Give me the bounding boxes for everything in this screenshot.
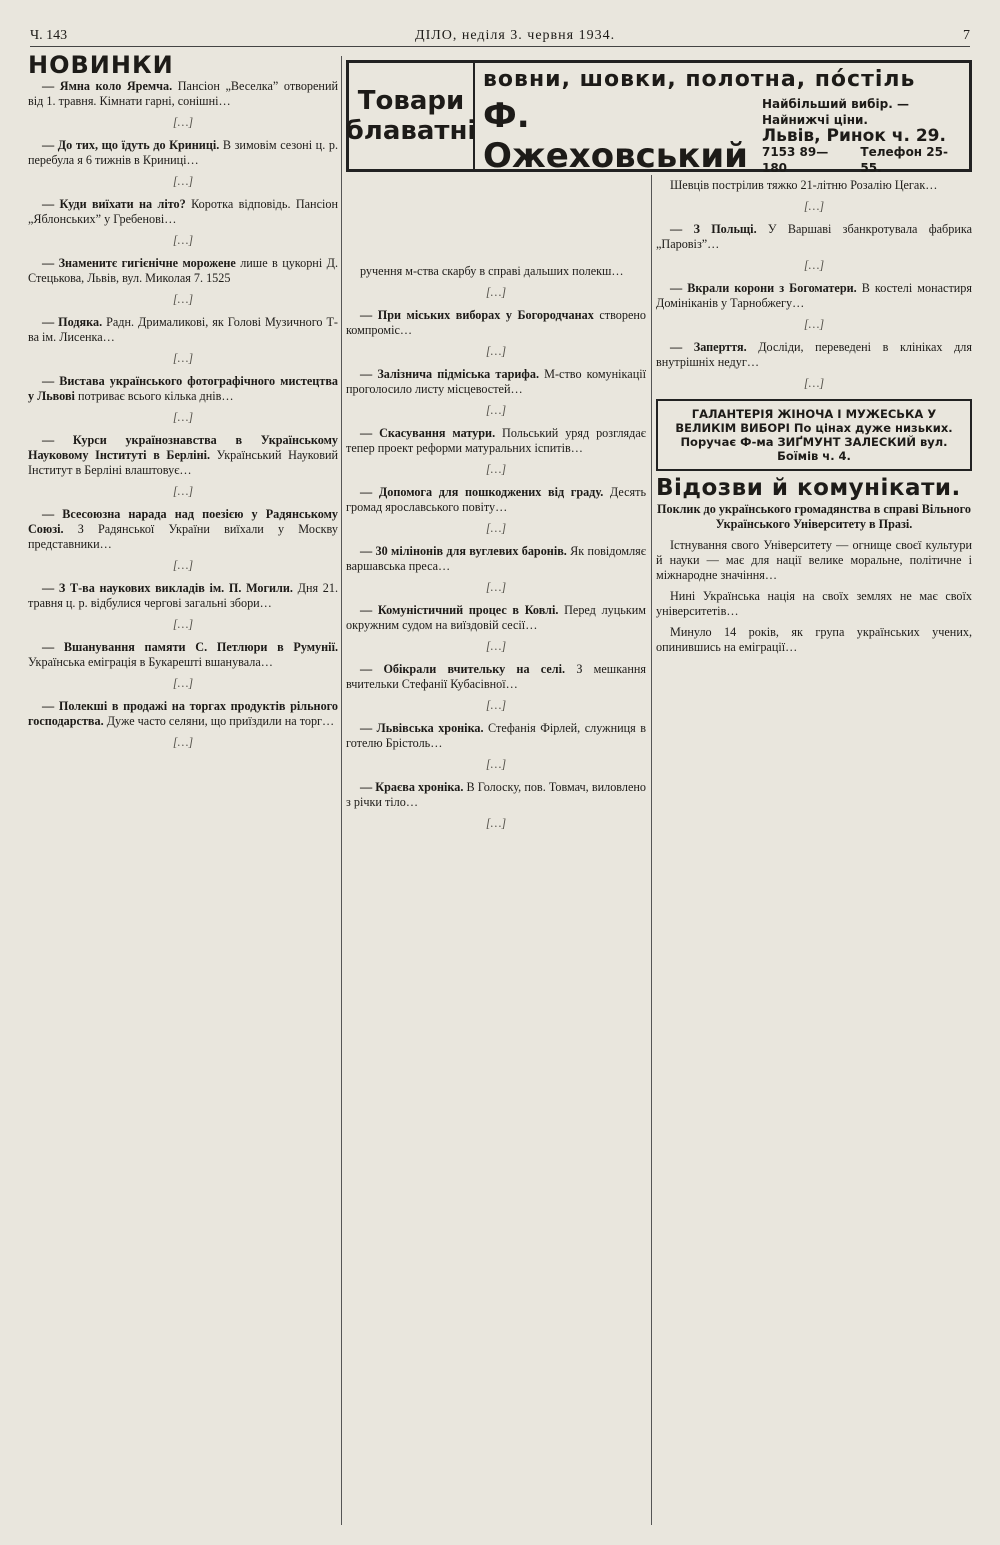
elision-marker: […] bbox=[485, 521, 507, 535]
elision-marker: […] bbox=[803, 376, 825, 390]
news-item-headline: — Допомога для пошкоджених від граду. bbox=[360, 485, 610, 499]
news-item-headline: — Куди виїхати на літо? bbox=[42, 197, 192, 211]
news-item bbox=[346, 264, 646, 279]
ad-code: 7153 89—180 bbox=[761, 145, 829, 175]
news-items bbox=[346, 264, 646, 831]
news-item-text: З мешкання вчительки Стефанії Кубасівної… bbox=[346, 662, 646, 691]
ad-right-panel bbox=[475, 63, 969, 176]
appeal-body bbox=[656, 538, 972, 655]
news-item-text: ручення м-ства скарбу в справі дальших полекш… bbox=[360, 264, 624, 278]
news-item-headline: — До тих, що їдуть до Криниці. bbox=[42, 138, 223, 152]
appeal-paragraph: Істнування свого Університету — огнище своєї культури й науки — має для нації велике моральне, політичне і міжнародне значіння… bbox=[656, 538, 972, 582]
ad-name-row bbox=[483, 96, 961, 176]
elision-marker: […] bbox=[485, 462, 507, 476]
news-item-text: З Радянської України виїхали у Москву представники… bbox=[28, 522, 338, 551]
elision-marker: […] bbox=[485, 580, 507, 594]
news-item bbox=[656, 340, 972, 370]
news-item-headline: — Полекші в продажі на торгах продуктів рільного господарства. bbox=[28, 699, 338, 728]
elision-marker: […] bbox=[172, 484, 194, 498]
elision-marker: […] bbox=[485, 698, 507, 712]
news-item-text: Українська еміграція в Букарешті вшанувала… bbox=[28, 655, 273, 669]
ad-address: Львів, Ринок ч. 29. bbox=[761, 126, 946, 146]
news-item-text: потриває всього кілька днів… bbox=[77, 389, 234, 403]
section-title-appeals: Відозви й комунікати. bbox=[656, 475, 961, 501]
news-item-headline: — Комуністичний процес в Ковлі. bbox=[360, 603, 565, 617]
elision-marker: […] bbox=[803, 199, 825, 213]
appeal-paragraph: Нині Українська нація на своїх землях не має своїх університетів… bbox=[656, 589, 972, 618]
advertisement-ozhekhovsky bbox=[345, 60, 972, 176]
news-item-text: Стефанія Фірлей, служниця в готелю Брістоль… bbox=[346, 721, 646, 750]
column-rule bbox=[651, 175, 652, 1525]
advertisement-zaleskyi: ГАЛАНТЕРІЯ ЖІНОЧА І МУЖЕСЬКА У ВЕЛИКІМ ВИБОРІ По цінах дуже низьких. Поручає Ф-ма ЗИҐМУНТ ЗАЛЕСКИЙ вул. Боїмів ч. 4. bbox=[656, 399, 972, 471]
elision-marker: […] bbox=[803, 258, 825, 272]
news-item-headline: — Знаменитє гигієнічне морожене bbox=[42, 256, 241, 270]
news-item-text: Як повідомляє варшавська преса… bbox=[346, 544, 646, 573]
news-item-headline: — 30 мілінонів для вуглевих баронів. bbox=[360, 544, 571, 558]
section-title: НОВИНКИ bbox=[28, 51, 174, 79]
news-item-text: лише в цукорні Д. Стецькова, Львів, вул. Миколая 7. 1525 bbox=[28, 256, 338, 285]
news-item bbox=[28, 374, 338, 404]
issue-number: Ч. 143 bbox=[30, 28, 68, 43]
news-item-headline: — Подяка. bbox=[42, 315, 107, 329]
news-item bbox=[346, 721, 646, 751]
elision-marker: […] bbox=[172, 233, 194, 247]
news-item bbox=[28, 256, 338, 286]
ad-left-line: Товари bbox=[357, 86, 465, 116]
news-item-headline: — При міських виборах у Богородчанах bbox=[360, 308, 600, 322]
news-item-headline: — Заперття. bbox=[670, 340, 759, 354]
elision-marker: […] bbox=[485, 757, 507, 771]
news-item-headline: — Вистава українського фотографічного мистецтва у Львові bbox=[28, 374, 338, 403]
elision-marker: […] bbox=[172, 676, 194, 690]
news-items bbox=[28, 79, 338, 750]
news-item-headline: — Львівська хроніка. bbox=[360, 721, 489, 735]
elision-marker: […] bbox=[172, 292, 194, 306]
elision-marker: […] bbox=[803, 317, 825, 331]
news-item bbox=[346, 308, 646, 338]
news-item bbox=[28, 699, 338, 729]
news-item-text: Десять громад ярославського повіту… bbox=[346, 485, 646, 514]
ad-phone: Телефон 25-55. bbox=[860, 145, 948, 175]
ad-company-name: Ф. Ожеховський bbox=[483, 96, 748, 176]
news-item-text: Дуже часто селяни, що приїздили на торг… bbox=[106, 714, 335, 728]
news-item-text: Шевців пострілив тяжко 21-літню Розалію Цегак… bbox=[670, 178, 938, 192]
news-item bbox=[346, 485, 646, 515]
masthead bbox=[30, 26, 970, 47]
ad-left-line: блаватні bbox=[345, 116, 477, 146]
news-item-text: Радн. Дрималикові, як Голові Музичного Т-ва ім. Лисенка… bbox=[28, 315, 338, 344]
news-item-headline: — Вкрали корони з Богоматери. bbox=[670, 281, 862, 295]
news-item bbox=[28, 640, 338, 670]
news-item bbox=[28, 507, 338, 552]
news-item bbox=[28, 197, 338, 227]
news-item-headline: — Краєва хроніка. bbox=[360, 780, 467, 794]
news-item-text: В Голоску, пов. Товмач, виловлено з річки тіло… bbox=[346, 780, 646, 809]
elision-marker: […] bbox=[172, 735, 194, 749]
news-item-text: Польський уряд розглядає тепер проект реформи матуральних іспитів… bbox=[346, 426, 647, 455]
appeal-paragraph: Минуло 14 років, як група українських учених, опинившись на еміграції… bbox=[656, 625, 972, 654]
ad-tagline: Найбільший вибір. — Найнижчі ціни. bbox=[761, 97, 909, 127]
column-rule bbox=[341, 56, 342, 1525]
news-item bbox=[346, 426, 646, 456]
news-item-headline: — З Польщі. bbox=[670, 222, 768, 236]
column-1 bbox=[28, 51, 338, 758]
news-item bbox=[656, 222, 972, 252]
news-item-text: створено компроміс… bbox=[346, 308, 646, 337]
news-item bbox=[346, 367, 646, 397]
news-item bbox=[346, 662, 646, 692]
news-item-text: Український Науковий Інститут в Берліні влаштовує… bbox=[28, 448, 338, 477]
news-item-text: В зимовім сезоні ц. р. перебула я 6 тижнів в Криниці… bbox=[28, 138, 338, 167]
news-item-headline: — З Т-ва наукових викладів ім. П. Могили. bbox=[42, 581, 298, 595]
elision-marker: […] bbox=[172, 174, 194, 188]
elision-marker: […] bbox=[172, 410, 194, 424]
news-item bbox=[28, 138, 338, 168]
news-item bbox=[656, 178, 972, 193]
news-item bbox=[346, 603, 646, 633]
news-item-headline: — Ямна коло Яремча. bbox=[42, 79, 178, 93]
elision-marker: […] bbox=[485, 285, 507, 299]
news-item-text: Досліди, переведені в клініках для внутрішніх недуг… bbox=[656, 340, 972, 369]
column-3 bbox=[656, 178, 972, 661]
news-item bbox=[346, 780, 646, 810]
news-item-text: Перед луцьким окружним судом на виїздовій сесії… bbox=[346, 603, 646, 632]
news-item bbox=[28, 315, 338, 345]
news-item-text: У Варшаві збанкротувала фабрика „Паровіз”… bbox=[656, 222, 972, 251]
news-item-text: Пансіон „Веселка” отворений від 1. травня. Кімнати гарні, сонішні… bbox=[28, 79, 338, 108]
elision-marker: […] bbox=[172, 115, 194, 129]
appeal-title: Поклик до українського громадянства в справі Вільного Українського Університету в Празі. bbox=[657, 502, 971, 531]
ad-left-panel bbox=[345, 63, 477, 169]
elision-marker: […] bbox=[485, 344, 507, 358]
news-item-headline: — Скасування матури. bbox=[360, 426, 503, 440]
news-item-headline: — Всесоюзна нарада над поезією у Радянському Союзі. bbox=[28, 507, 338, 536]
ad-info bbox=[762, 96, 961, 176]
masthead-title-date: ДІЛО, неділя 3. червня 1934. bbox=[415, 28, 616, 43]
elision-marker: […] bbox=[172, 351, 194, 365]
news-item-text: М-ство комунікації проголосило листу місцевостей… bbox=[346, 367, 646, 396]
news-item-text: Коротка відповідь. Пансіон „Яблонських” у Гребенові… bbox=[28, 197, 338, 226]
ad-goods-line: вовни, шовки, полотна, пóстіль bbox=[483, 67, 916, 92]
news-item bbox=[346, 544, 646, 574]
news-item bbox=[28, 433, 338, 478]
elision-marker: […] bbox=[485, 816, 507, 830]
elision-marker: […] bbox=[172, 617, 194, 631]
news-item bbox=[28, 581, 338, 611]
elision-marker: […] bbox=[485, 403, 507, 417]
news-item-headline: — Обікрали вчительку на селі. bbox=[360, 662, 577, 676]
news-item-text: В костелі монастиря Домініканів у Тарнобжегу… bbox=[656, 281, 972, 310]
elision-marker: […] bbox=[485, 639, 507, 653]
column-2 bbox=[346, 264, 646, 839]
news-item-headline: — Залізнича підміська тарифа. bbox=[360, 367, 545, 381]
news-item bbox=[28, 79, 338, 109]
news-items bbox=[656, 178, 972, 391]
news-item-text: Дня 21. травня ц. р. відбулися чергові загальні збори… bbox=[28, 581, 338, 610]
news-item-headline: — Курси українознавства в Українському Науковому Інституті в Берліні. bbox=[28, 433, 338, 462]
news-item bbox=[656, 281, 972, 311]
news-item-headline: — Вшанування памяти С. Петлюри в Румунії. bbox=[42, 640, 338, 654]
elision-marker: […] bbox=[172, 558, 194, 572]
ad-contact-row bbox=[762, 144, 961, 176]
page-number: 7 bbox=[963, 28, 970, 43]
